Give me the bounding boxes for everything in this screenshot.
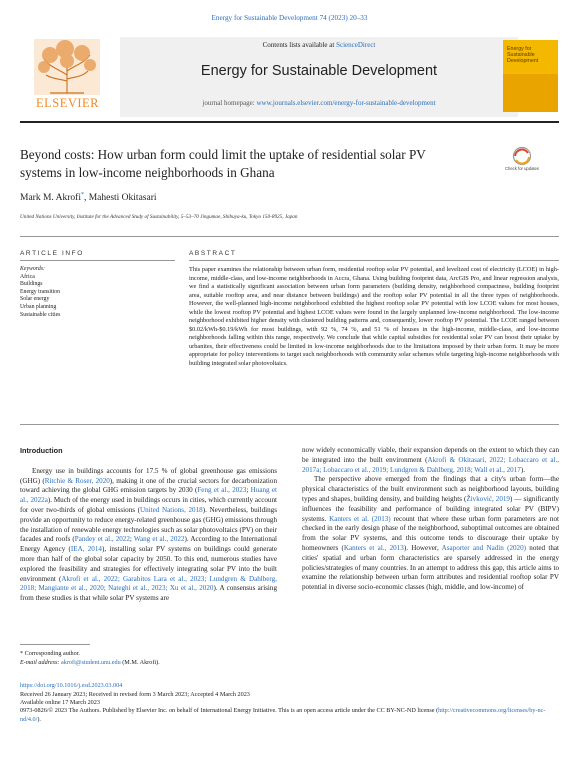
paragraph [302,475,559,593]
text-run: ), installing solar PV systems on buildings could generate more than half of the global solar capacity by 2050. To this end, numerous studies have explored the feasibility and strategies for effectively integrating solar PV into the built environment ( [20,545,277,583]
author-name[interactable]: Mark M. Akrofi [20,193,81,204]
citation-link[interactable]: United Nations, 2018 [140,505,203,514]
abstract-heading: ABSTRACT [189,250,237,257]
text-run: ). A consensus arising from these studies is that while solar PV systems are [20,584,277,603]
check-for-updates-badge[interactable] [502,146,542,186]
publication-dates [20,691,559,724]
check-updates-icon [502,146,542,166]
email-link[interactable]: akrofi@student.unu.edu [61,659,121,666]
text-run: ). [520,465,525,474]
keyword: Energy transition [20,288,60,295]
received-dates: Received 26 January 2023; Received in revised form 3 March 2023; Accepted 4 March 2023 [20,691,250,698]
citation-link[interactable]: Akrofi et al., 2022; Garabitos Lara et al., 2023; Lundgren & Dahlberg, 2018; Mangiante et al., 2020; Nateghi et al., 2023; Xu et al., 2020 [20,574,277,593]
abstract-rule [189,260,559,261]
citation-link[interactable]: Wang et al., 2022 [133,535,185,544]
elsevier-logo[interactable] [20,37,115,117]
keyword: Sustainable cities [20,311,61,318]
contents-prefix: Contents lists available at [262,41,337,49]
sciencedirect-link[interactable]: ScienceDirect [336,41,376,49]
journal-banner [20,37,559,117]
citation-link[interactable]: Huang et al., 2022a [20,486,277,505]
citation-link[interactable]: Asaporter and Nadin (2020) [441,543,527,552]
affiliation-rule [20,236,559,237]
check-updates-label: Check for updates [505,166,539,171]
keywords-block [20,266,170,319]
keyword: Urban planning [20,303,57,310]
text-run: Energy use in buildings accounts for 17.5 % of global greenhouse gas emissions (GHG) ( [20,466,277,485]
license-text-end: ). [37,715,41,723]
keyword: Africa [20,273,35,280]
header-rule [20,121,559,123]
body-column-right [302,446,559,593]
body-column-left [20,446,277,604]
article-info-heading: ARTICLE INFO [20,250,84,257]
abstract-end-rule [20,424,559,425]
paragraph [302,446,559,475]
citation-link[interactable]: Pandey et al., 2022 [74,535,130,544]
license-text: 0973-0826/© 2023 The Authors. Published by Elsevier Inc. on behalf of International Energy Initiative. This is an open access article under the CC BY-NC-ND license ( [20,707,439,715]
paragraph [20,467,277,604]
text-run: ) — significantly influences the feasibility and performance of building integrated solar PV (BIPV) systems. [302,494,559,523]
text-run: now widely economically viable, their expansion depends on the extent to which they can be integrated into the built environment ( [302,446,559,464]
author-list [20,192,157,203]
text-run: ), making it one of the crucial sectors for decarbonization toward achieving the global GHG emission targets by 2030 ( [20,476,277,495]
text-run: ). However, [403,543,442,552]
banner-center [120,37,518,117]
elsevier-wordmark: ELSEVIER [35,96,100,110]
text-run: ; [129,535,134,544]
cover-title: Energy for Sustainable Development [507,46,539,64]
keywords-label: Keywords: [20,266,45,272]
text-run: ; [246,486,251,495]
text-run: recount that where these urban form parameters are not checked in the early design phase of the neighborhood, suboptimal outcomes are obtained from the solar PV systems, and this outcome tends to discourage their uptake by homeowners ( [302,514,559,552]
journal-cover-thumbnail[interactable] [503,40,558,112]
email-note [20,659,160,667]
email-label: E-mail address: [20,659,62,666]
homepage-prefix: journal homepage: [202,99,257,107]
elsevier-tree-icon [20,37,115,97]
keyword: Buildings [20,281,43,288]
article-title: Beyond costs: How urban form could limit the uptake of residential solar PV systems in low-income neighborhoods in Ghana [20,147,426,180]
citation-link[interactable]: Kanters et al., 2013 [343,543,404,552]
text-run: ). Much of the energy used in buildings occurs in cities, which currently account for over two-thirds of global emissions ( [20,496,277,514]
license-link[interactable]: http://creativecommons.org/licenses/by-nc-nd/4.0/ [20,707,546,723]
email-suffix: (M.M. Akrofi). [120,659,160,666]
corresponding-author-mark[interactable]: * [80,192,84,198]
journal-name: Energy for Sustainable Development [200,63,438,79]
journal-citation[interactable]: Energy for Sustainable Development 74 (2023) 20–33 [211,14,368,22]
footnote-rule [20,644,90,645]
footnote-mark: * [20,650,24,657]
doi-link[interactable]: https://doi.org/10.1016/j.esd.2023.03.004 [20,682,123,689]
homepage-line [120,99,518,107]
citation-link[interactable]: Živković, 2019 [466,494,510,503]
abstract-text: This paper examines the relationship between urban form, residential rooftop solar PV potential, and levelized cost of electricity (LCOE) in high-income, middle-class, and low-income neighborhoods in Accra, Ghana. Using building footprint data, ArcGIS Pro, and linear regression analysis, we find a statistically significant association between urban form parameters (building density, neighborhood compactness, building footprint area, suitable rooftop area, and near distance between buildings) and the rooftop solar PV potential in all the three types of neighborhoods. However, the well-planned high-income neighborhood exhibited the highest rooftop solar PV potential with low LCOE values for most houses, while the lowest rooftop PV potential and highest LCOE values were found in the largely unplanned low-income neighborhood. The low-income neighborhood exhibited higher density with clustered building patterns and, consequently, lower rooftop PV potential. The LCOE ranged between $0.02/kWh-$0.19/kWh for most buildings, with 92 %, 74 %, and 51 % of houses in the high-income, middle-class, and low-income neighborhoods falling within this range, respectively. We conclude that while capital subsidies for residential solar PV can boost their uptake by urbanites, their effectiveness could be limited in low-income neighborhoods due to the limitations imposed by their urban form. It may be more appropriate for policy interventions to target such neighborhoods with community solar schemes while targeting high-income neighborhoods with building integrated solar photovoltaics. [189,266,559,368]
author-name[interactable]: Mahesti Okitasari [88,193,157,204]
footnote-text: Corresponding author. [24,650,80,657]
text-run: ). Nevertheless, buildings provide an opportunity to reduce energy-related greenhouse gas (GHG) emissions through the installation of renewable energy technologies such as solar photovoltaics (PV) on their facades and roofs ( [20,505,277,544]
contents-line [120,41,518,49]
cover-band [503,74,558,112]
section-heading: Introduction [20,446,63,455]
homepage-link[interactable]: www.journals.elsevier.com/energy-for-sustainable-development [256,99,436,107]
author-separator: , [83,193,89,204]
license-statement [20,707,559,723]
article-info-rule [20,260,175,261]
text-run: The perspective above emerged from the findings that a city's urban form—the physical characteristics of the built environment such as neighborhood layouts, building types and shapes, building density, and building heights ( [302,475,559,503]
citation-link[interactable]: Akrofi & Okitasari, 2022; Lobaccaro et al., 2017a; Lobaccaro et al., 2019; Lundgren & Dahlberg, 2018; Wall et al., 2017 [302,455,559,474]
text-run: noted that cities' spatial and urban form characteristics are sparsely addressed in the energy policies/strategies of many countries. In an attempt to address this gap, this article aims to examine the relationship between urban form attributes and residential rooftop solar PV potential in diverse socio-economic classes (high, middle, and low-income) of [302,543,560,592]
online-date: Available online 17 March 2023 [20,699,100,707]
citation-link[interactable]: IEA, 2014 [70,545,102,554]
citation-link[interactable]: Feng et al., 2023 [197,486,247,495]
corresponding-author-note [20,650,80,658]
text-run: ). According to the International Energy Agency ( [20,535,277,554]
keyword: Solar energy [20,296,50,303]
citation-link[interactable]: Ritchie & Roser, 2020 [44,476,110,485]
affiliation: United Nations University, Institute for the Advanced Study of Sustainability, 5–53–70 Jingumae, Shibuya-ku, Tokyo 150-8925, Japan [20,214,298,220]
citation-link[interactable]: Kanters et al. (2013) [329,514,391,523]
